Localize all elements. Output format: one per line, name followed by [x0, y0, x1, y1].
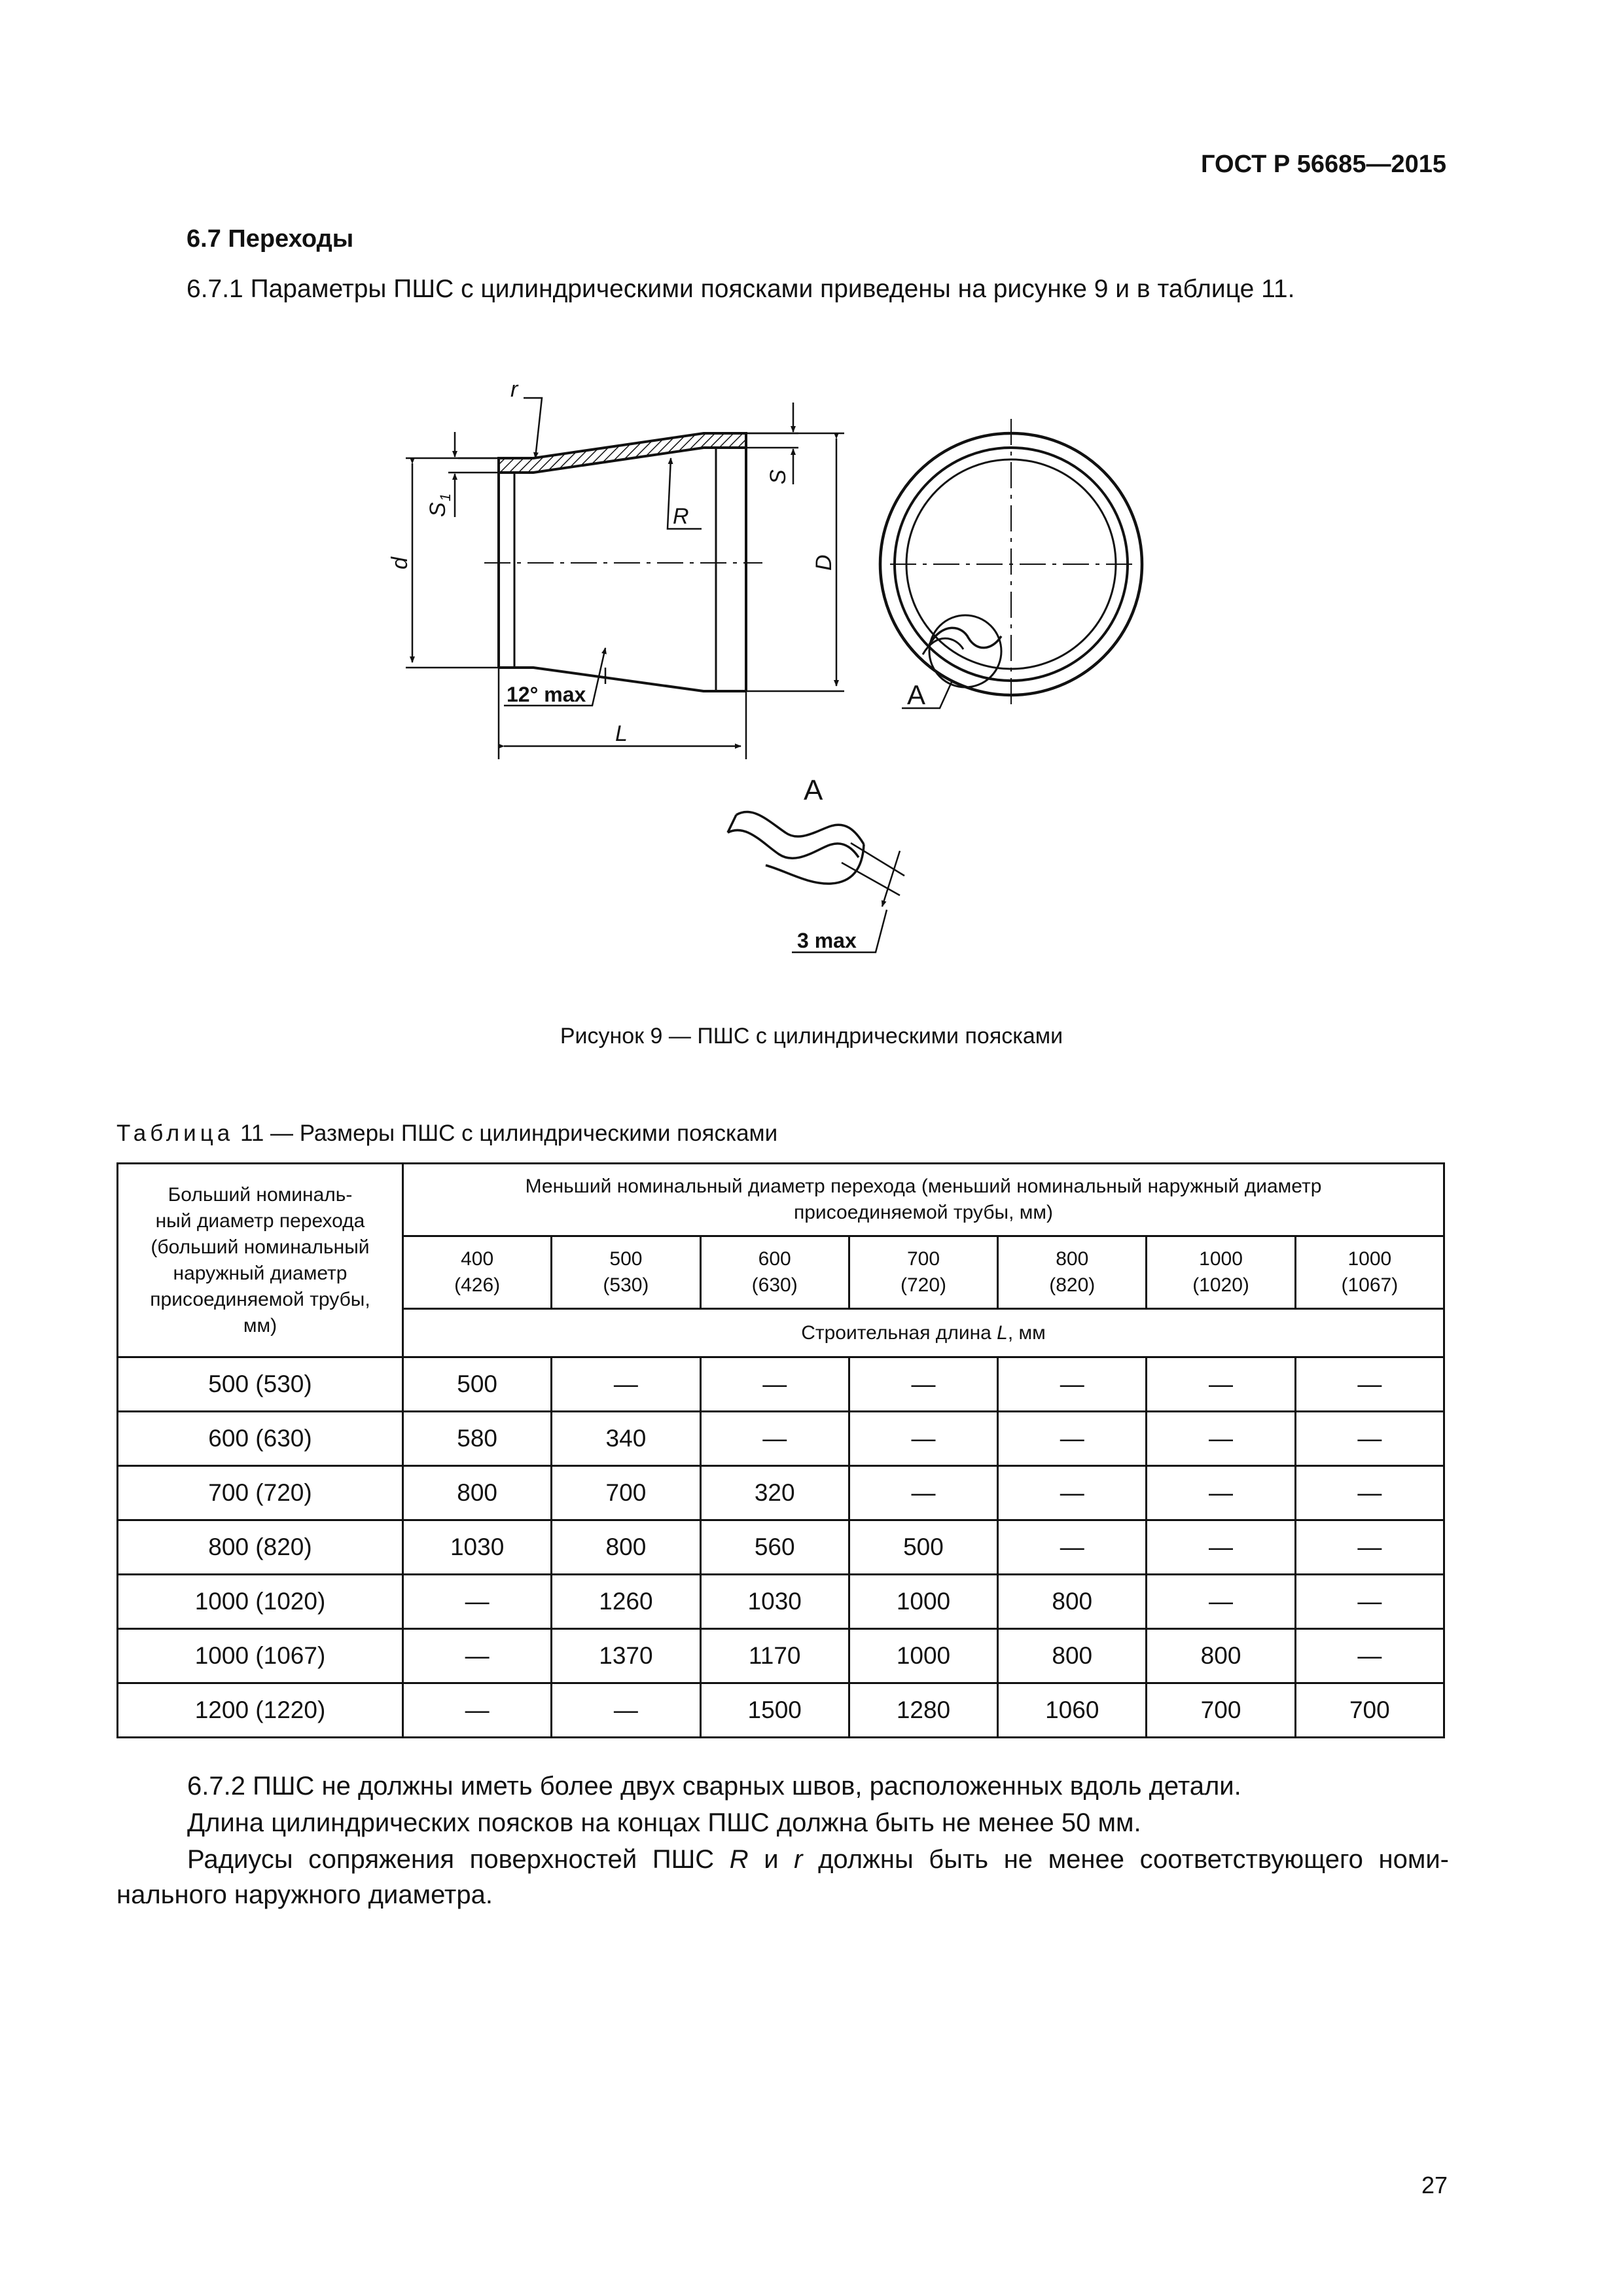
table-row	[118, 1520, 1444, 1575]
value-cell: 1030	[403, 1520, 552, 1575]
value-cell: 500	[849, 1520, 997, 1575]
value-cell: —	[849, 1466, 997, 1520]
value-cell: 800	[403, 1466, 552, 1520]
value-cell: —	[1295, 1357, 1444, 1412]
length-unit: , мм	[1007, 1321, 1046, 1344]
label-S1-subscript: 1	[437, 493, 454, 501]
table-title	[116, 1121, 777, 1147]
value-cell: 1500	[700, 1683, 849, 1738]
value-cell: 560	[700, 1520, 849, 1575]
length-symbol: L	[997, 1321, 1008, 1344]
table-row	[118, 1357, 1444, 1412]
value-cell: —	[1147, 1466, 1295, 1520]
value-cell: —	[998, 1520, 1147, 1575]
value-cell: —	[700, 1412, 849, 1466]
value-cell: 320	[700, 1466, 849, 1520]
column-header: 800 (820)	[998, 1236, 1147, 1309]
value-cell: —	[1147, 1357, 1295, 1412]
value-cell: 700	[1147, 1683, 1295, 1738]
value-cell: 800	[1147, 1629, 1295, 1683]
value-cell: —	[998, 1357, 1147, 1412]
value-cell: —	[403, 1575, 552, 1629]
column-header: 400 (426)	[403, 1236, 552, 1309]
dimensions-table	[116, 1162, 1445, 1738]
value-cell: —	[403, 1629, 552, 1683]
table-row	[118, 1629, 1444, 1683]
paragraph-radii	[116, 1842, 1449, 1912]
row-label-cell: 500 (530)	[118, 1357, 403, 1412]
value-cell: —	[998, 1412, 1147, 1466]
value-cell: —	[849, 1412, 997, 1466]
label-S: S	[766, 469, 791, 484]
table-header-row-1	[118, 1164, 1444, 1236]
length-label: Строительная длина	[801, 1321, 997, 1344]
label-D: D	[812, 554, 836, 571]
column-header: 700 (720)	[849, 1236, 997, 1309]
label-S1: S	[425, 502, 450, 517]
value-cell: —	[1295, 1412, 1444, 1466]
reducer-end-view	[880, 419, 1142, 708]
value-cell: —	[1295, 1575, 1444, 1629]
label-3max: 3 max	[797, 929, 857, 952]
value-cell: 700	[1295, 1683, 1444, 1738]
standard-code: ГОСТ Р 56685—2015	[1201, 151, 1446, 178]
column-header: 1000 (1020)	[1147, 1236, 1295, 1309]
detail-A-title: A	[804, 774, 823, 806]
value-cell: —	[1147, 1575, 1295, 1629]
radii-text-b: и	[748, 1845, 794, 1874]
radii-text-c: должны быть не менее соответствующего номи-нального наружного диаметра.	[116, 1845, 1449, 1909]
paragraph-6-7-2: 6.7.2 ПШС не должны иметь более двух сварных швов, расположенных вдоль детали.	[187, 1772, 1241, 1801]
value-cell: 700	[552, 1466, 700, 1520]
value-cell: 1000	[849, 1575, 997, 1629]
radii-text-a: Радиусы сопряжения поверхностей ПШС	[187, 1845, 730, 1874]
row-label-cell: 800 (820)	[118, 1520, 403, 1575]
row-label-cell: 1000 (1020)	[118, 1575, 403, 1629]
value-cell: —	[1147, 1412, 1295, 1466]
value-cell: 1260	[552, 1575, 700, 1629]
column-header: 500 (530)	[552, 1236, 700, 1309]
r-leader	[524, 398, 542, 458]
value-cell: —	[998, 1466, 1147, 1520]
weld-bump	[929, 628, 1001, 647]
label-A-callout: A	[907, 679, 926, 710]
length-header	[403, 1309, 1444, 1357]
column-header: 1000 (1067)	[1295, 1236, 1444, 1309]
label-R: R	[673, 504, 689, 529]
table-row	[118, 1466, 1444, 1520]
table-row	[118, 1683, 1444, 1738]
row-label-cell: 700 (720)	[118, 1466, 403, 1520]
radii-symbol-R: R	[729, 1845, 749, 1874]
value-cell: —	[700, 1357, 849, 1412]
row-label-cell: 1000 (1067)	[118, 1629, 403, 1683]
value-cell: 1000	[849, 1629, 997, 1683]
value-cell: —	[1295, 1466, 1444, 1520]
value-cell: —	[1295, 1629, 1444, 1683]
paragraph-6-7-1: 6.7.1 Параметры ПШС с цилиндрическими поясками приведены на рисунке 9 и в таблице 11.	[187, 275, 1295, 303]
label-d: d	[387, 557, 412, 569]
label-angle: 12° max	[507, 683, 586, 706]
table-title-word: Таблица	[116, 1121, 234, 1146]
value-cell: 340	[552, 1412, 700, 1466]
table-row	[118, 1412, 1444, 1466]
value-cell: 580	[403, 1412, 552, 1466]
value-cell: 1370	[552, 1629, 700, 1683]
section-title: 6.7 Переходы	[187, 225, 354, 253]
value-cell: —	[1147, 1520, 1295, 1575]
value-cell: —	[403, 1683, 552, 1738]
column-group-header: Меньший номинальный диаметр перехода (меньший номинальный наружный диаметр присоединяемой трубы, мм)	[403, 1164, 1444, 1236]
figure-9-drawing	[0, 0, 1623, 1021]
page-number: 27	[1421, 2172, 1448, 2198]
detail-A-circle	[929, 615, 1001, 687]
label-r: r	[510, 377, 518, 402]
value-cell: 1060	[998, 1683, 1147, 1738]
figure-caption: Рисунок 9 — ПШС с цилиндрическими поясками	[560, 1024, 1063, 1049]
value-cell: —	[1295, 1520, 1444, 1575]
reducer-side-view	[484, 433, 762, 691]
label-L: L	[615, 721, 628, 746]
table-title-rest: 11 — Размеры ПШС с цилиндрическими поясками	[234, 1121, 778, 1146]
radii-symbol-r: r	[794, 1845, 803, 1874]
value-cell: 800	[552, 1520, 700, 1575]
paragraph-cylinder-length: Длина цилиндрических поясков на концах ПШС должна быть не менее 50 мм.	[187, 1808, 1141, 1837]
value-cell: 1280	[849, 1683, 997, 1738]
value-cell: 1030	[700, 1575, 849, 1629]
value-cell: 1170	[700, 1629, 849, 1683]
row-label-cell: 1200 (1220)	[118, 1683, 403, 1738]
value-cell: —	[552, 1357, 700, 1412]
table-row	[118, 1575, 1444, 1629]
value-cell: —	[552, 1683, 700, 1738]
value-cell: 800	[998, 1629, 1147, 1683]
value-cell: —	[849, 1357, 997, 1412]
value-cell: 800	[998, 1575, 1147, 1629]
value-cell: 500	[403, 1357, 552, 1412]
column-header: 600 (630)	[700, 1236, 849, 1309]
row-header-cell: Больший номиналь- ный диаметр перехода (больший номинальный наружный диаметр присоединяемой трубы, мм)	[118, 1164, 403, 1357]
row-label-cell: 600 (630)	[118, 1412, 403, 1466]
